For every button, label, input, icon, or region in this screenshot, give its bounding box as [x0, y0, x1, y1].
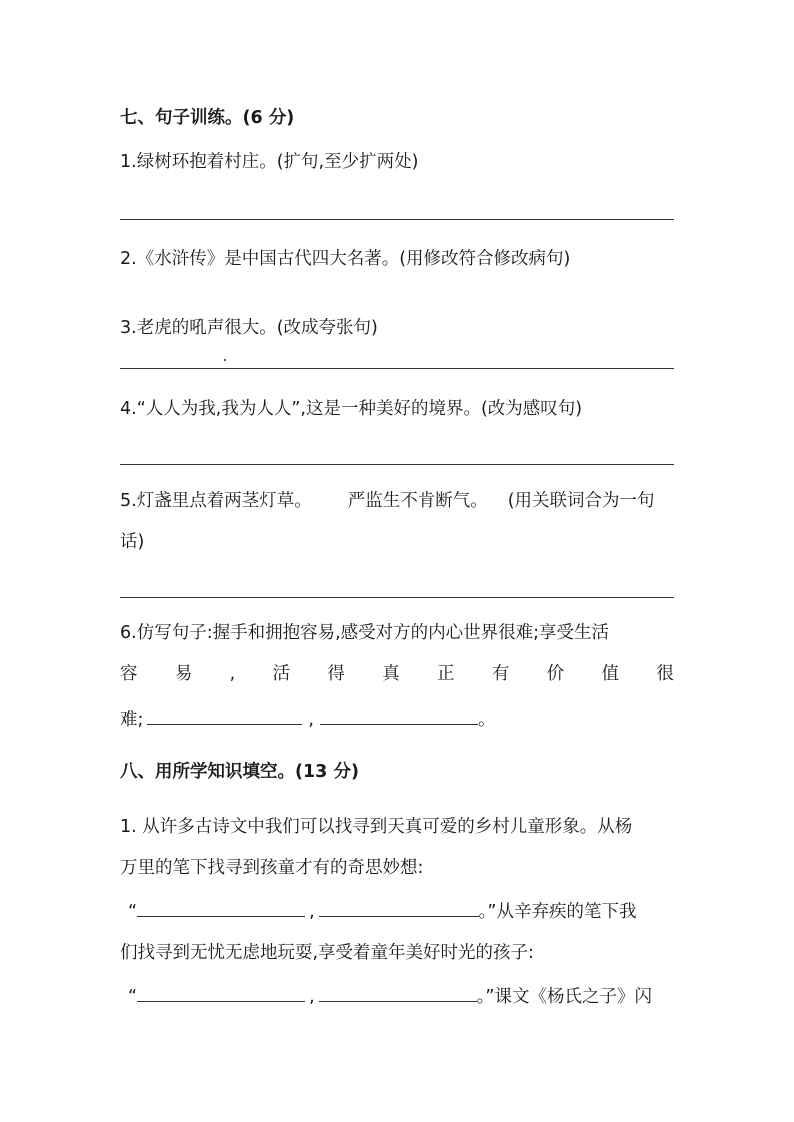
question-7-6-line-2 — [120, 662, 674, 686]
question-7-2: 2.《水浒传》是中国古代四大名著。(用修改符合修改病句) — [120, 249, 571, 269]
answer-line-7-5[interactable] — [120, 597, 674, 598]
comma: , — [309, 987, 315, 1007]
question-7-5-part-b: 严监生不肯断气。 — [347, 491, 488, 511]
fill-blank-8-1-d[interactable] — [319, 983, 477, 1002]
answer-line-7-3[interactable] — [120, 368, 674, 369]
q6-line3-start: 难; — [120, 710, 144, 730]
question-8-1-line-5 — [128, 983, 652, 1009]
q6-char: 易 — [174, 664, 193, 684]
q6-line3-end: 。 — [477, 710, 496, 730]
q6-char: 值 — [601, 664, 620, 684]
open-quote: “ — [128, 902, 138, 922]
question-7-6-line-3 — [120, 706, 495, 732]
q6-char: 活 — [272, 664, 291, 684]
question-8-1-line-1: 1. 从许多古诗文中我们可以找寻到天真可爱的乡村儿童形象。从杨 — [120, 817, 633, 837]
question-7-5-continued: 话) — [120, 532, 145, 552]
open-quote: “ — [128, 987, 138, 1007]
q6-char: 有 — [491, 664, 510, 684]
fill-blank-7-6-a[interactable] — [147, 706, 302, 725]
question-7-5 — [120, 489, 655, 513]
section-8-heading: 八、用所学知识填空。(13 分) — [120, 762, 359, 782]
stray-mark — [224, 359, 226, 361]
answer-line-7-4[interactable] — [120, 464, 674, 465]
comma: , — [309, 902, 315, 922]
answer-line-7-1[interactable] — [120, 219, 674, 220]
question-7-6-line-1: 6.仿写句子:握手和拥抱容易,感受对方的内心世界很难;享受生活 — [120, 623, 610, 643]
question-8-1-line-4: 们找寻到无忧无虑地玩耍,享受着童年美好时光的孩子: — [120, 943, 534, 963]
fill-blank-8-1-a[interactable] — [137, 898, 305, 917]
q6-char: 得 — [327, 664, 345, 684]
q6-char: 很 — [656, 664, 674, 684]
q6-char: 正 — [437, 664, 455, 684]
line-3-end: 。”从辛弃疾的笔下我 — [478, 902, 637, 922]
line-5-end: 。”课文《杨氏之子》闪 — [476, 987, 652, 1007]
question-8-1-line-2: 万里的笔下找寻到孩童才有的奇思妙想: — [120, 858, 424, 878]
q6-line3-comma: , — [308, 710, 314, 730]
q6-char: , — [229, 664, 236, 684]
question-7-3: 3.老虎的吼声很大。(改成夸张句) — [120, 318, 378, 338]
fill-blank-7-6-b[interactable] — [320, 706, 478, 725]
fill-blank-8-1-c[interactable] — [137, 983, 305, 1002]
q6-char: 真 — [382, 664, 400, 684]
fill-blank-8-1-b[interactable] — [319, 898, 479, 917]
section-7-heading: 七、句子训练。(6 分) — [120, 108, 295, 128]
q6-char: 价 — [546, 664, 565, 684]
question-8-1-line-3 — [128, 898, 636, 924]
q6-char: 容 — [120, 664, 138, 684]
question-7-5-part-c: (用关联词合为一句 — [507, 491, 655, 511]
question-7-1: 1.绿树环抱着村庄。(扩句,至少扩两处) — [120, 152, 419, 172]
question-7-5-part-a: 5.灯盏里点着两茎灯草。 — [120, 491, 312, 511]
question-7-4: 4.“人人为我,我为人人”,这是一种美好的境界。(改为感叹句) — [120, 399, 583, 419]
